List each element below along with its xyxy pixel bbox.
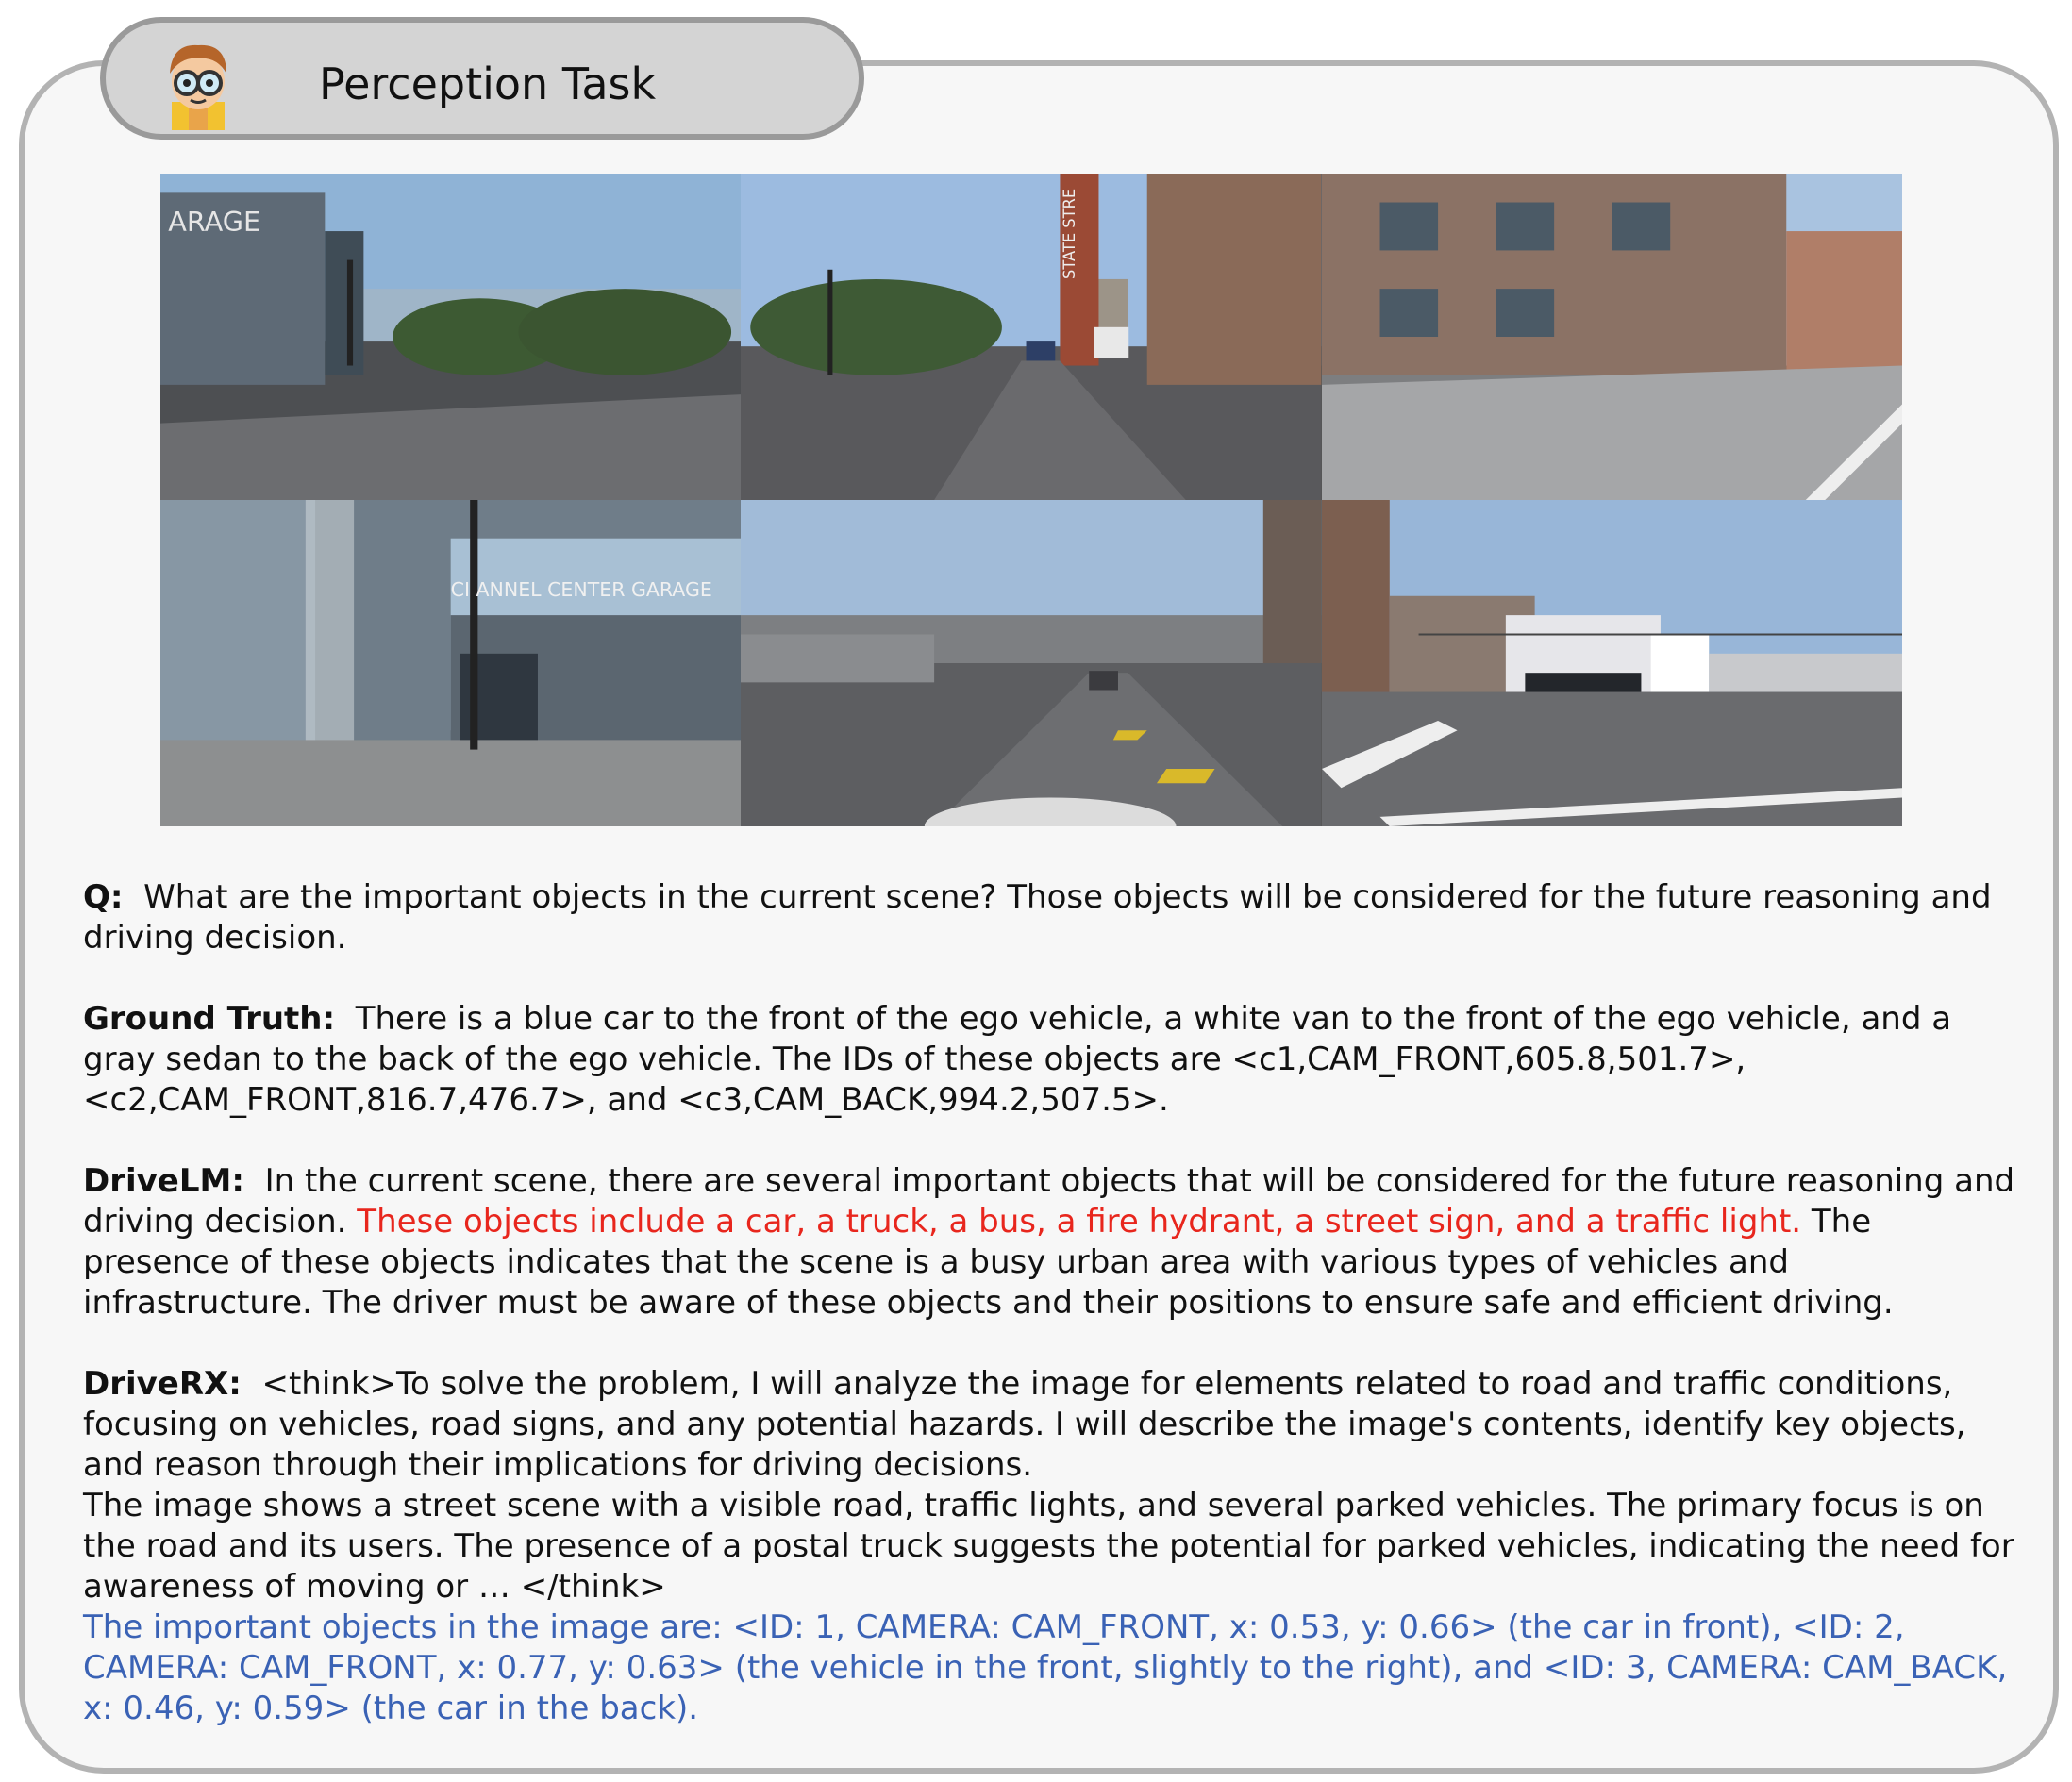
camera-grid	[160, 174, 1902, 826]
driverx-answer: The important objects in the image are: <ID: 1, CAMERA: CAM_FRONT, x: 0.53, y: 0.66> (the car in front), <ID: 2, CAMERA: CAM_FRONT, x: 0.77, y: 0.63> (the vehicle in the front, slightly to the right), and <ID: 3, CAMERA: CAM_BACK, x: 0.46, y: 0.59> (the car in the back).	[83, 1608, 2008, 1727]
camera-view-front	[741, 174, 1321, 500]
camera-view-front-left	[160, 174, 741, 500]
question-paragraph	[83, 877, 2027, 958]
qa-text	[83, 877, 2027, 1729]
task-header-tab	[100, 17, 864, 140]
driverx-think-1: <think>To solve the problem, I will analyze the image for elements related to road and traffic conditions, focusing on vehicles, road signs, and any potential hazards. I will describe the image's contents, identify key objects, and reason through their implications for driving decisions.	[83, 1365, 1966, 1484]
question-text: What are the important objects in the current scene? Those objects will be considered for the future reasoning and driving decision.	[83, 878, 1992, 957]
driverx-paragraph	[83, 1364, 2027, 1486]
ground-truth-label: Ground Truth:	[83, 1000, 336, 1038]
ground-truth-paragraph	[83, 999, 2027, 1121]
drivelm-text-pre: In the current scene, there are several important objects that will be considered for the future reasoning and driving decision.	[83, 1162, 2015, 1241]
camera-view-back-right	[1322, 500, 1902, 826]
task-title: Perception Task	[319, 58, 657, 109]
camera-view-front-right	[1322, 174, 1902, 500]
driverx-label: DriveRX:	[83, 1365, 242, 1403]
question-label: Q:	[83, 878, 124, 916]
driverx-think-paragraph	[83, 1486, 2027, 1607]
drivelm-text-post: The presence of these objects indicates that the scene is a busy urban area with various types of vehicles and infrastructure. The driver must be aware of these objects and their positions to ensure safe and efficient driving.	[83, 1203, 1894, 1322]
driverx-think-2: The image shows a street scene with a visible road, traffic lights, and several parked vehicles. The primary focus is on the road and its users. The presence of a postal truck suggests the potential for parked vehicles, indicating the need for awareness of moving or … </think>	[83, 1487, 2014, 1606]
drivelm-label: DriveLM:	[83, 1162, 244, 1200]
garage-sign-text: ARAGE	[168, 206, 261, 239]
camera-view-back	[741, 500, 1321, 826]
camera-view-back-left	[160, 500, 741, 826]
drivelm-highlight: These objects include a car, a truck, a bus, a fire hydrant, a street sign, and a traffic light.	[357, 1203, 1802, 1241]
state-street-sign-text: STATE STRE	[1061, 188, 1079, 279]
channel-center-garage-sign-text: CI ANNEL CENTER GARAGE	[450, 577, 712, 601]
nerd-avatar-icon	[151, 36, 245, 130]
ground-truth-text: There is a blue car to the front of the ego vehicle, a white van to the front of the ego vehicle, and a gray sedan to the back of the ego vehicle. The IDs of these objects are <c1,CAM_FRONT,605.8,501.7>, <c2,CAM_FRONT,816.7,476.7>, and <c3,CAM_BACK,994.2,507.5>.	[83, 1000, 1952, 1119]
drivelm-paragraph	[83, 1161, 2027, 1324]
